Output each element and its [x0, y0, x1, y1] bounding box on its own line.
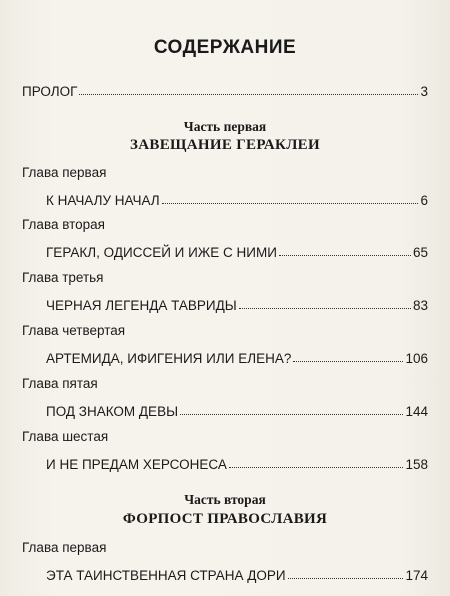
toc-entry	[46, 351, 428, 366]
leader-dots	[279, 255, 411, 256]
toc-entry	[46, 245, 428, 260]
toc-entry	[46, 298, 428, 313]
leader-dots	[180, 414, 403, 415]
leader-dots	[288, 578, 404, 579]
page-title: СОДЕРЖАНИЕ	[153, 37, 297, 58]
part-title: ЗАВЕЩАНИЕ ГЕРАКЛЕИ	[130, 137, 320, 153]
toc-entry-page: 65	[412, 245, 428, 260]
toc-entry-page: 174	[405, 568, 428, 583]
toc-entry-title: К НАЧАЛУ НАЧАЛ	[46, 193, 160, 208]
chapter-label: Глава первая	[22, 165, 107, 180]
leader-dots	[79, 94, 418, 95]
toc-entry-title: АРТЕМИДА, ИФИГЕНИЯ ИЛИ ЕЛЕНА?	[46, 351, 292, 366]
leader-dots	[229, 467, 404, 468]
toc-entry	[46, 568, 428, 583]
toc-entry-title: И НЕ ПРЕДАМ ХЕРСОНЕСА	[46, 457, 227, 472]
toc-entry-title: ЭТА ТАИНСТВЕННАЯ СТРАНА ДОРИ	[46, 568, 286, 583]
toc-entry-title: ЧЕРНАЯ ЛЕГЕНДА ТАВРИДЫ	[46, 298, 237, 313]
toc-entry-page: 158	[405, 457, 428, 472]
toc-entry	[46, 193, 428, 208]
chapter-label: Глава первая	[22, 540, 107, 555]
part-label: Часть первая	[183, 119, 267, 134]
toc-entry-title: ПОД ЗНАКОМ ДЕВЫ	[46, 404, 179, 419]
toc-entry-page: 6	[420, 193, 428, 208]
part-label: Часть вторая	[184, 492, 266, 507]
toc-entry-page: 144	[405, 404, 428, 419]
toc-entry	[46, 404, 428, 419]
toc-entry-page: 3	[420, 84, 428, 99]
toc-entry-page: 106	[405, 351, 428, 366]
toc-entry	[46, 457, 428, 472]
leader-dots	[293, 361, 403, 362]
chapter-label: Глава третья	[22, 270, 104, 285]
chapter-label: Глава пятая	[22, 376, 98, 391]
chapter-label: Глава четвертая	[22, 323, 126, 338]
toc-entry-title: ПРОЛОГ	[22, 84, 78, 99]
leader-dots	[162, 203, 419, 204]
leader-dots	[239, 308, 411, 309]
toc-entry-prologue	[22, 84, 428, 99]
toc-entry-title: ГЕРАКЛ, ОДИССЕЙ И ИЖЕ С НИМИ	[46, 245, 277, 260]
chapter-label: Глава вторая	[22, 217, 105, 232]
chapter-label: Глава шестая	[22, 429, 109, 444]
toc-entry-page: 83	[412, 298, 428, 313]
part-title: ФОРПОСТ ПРАВОСЛАВИЯ	[122, 511, 328, 527]
